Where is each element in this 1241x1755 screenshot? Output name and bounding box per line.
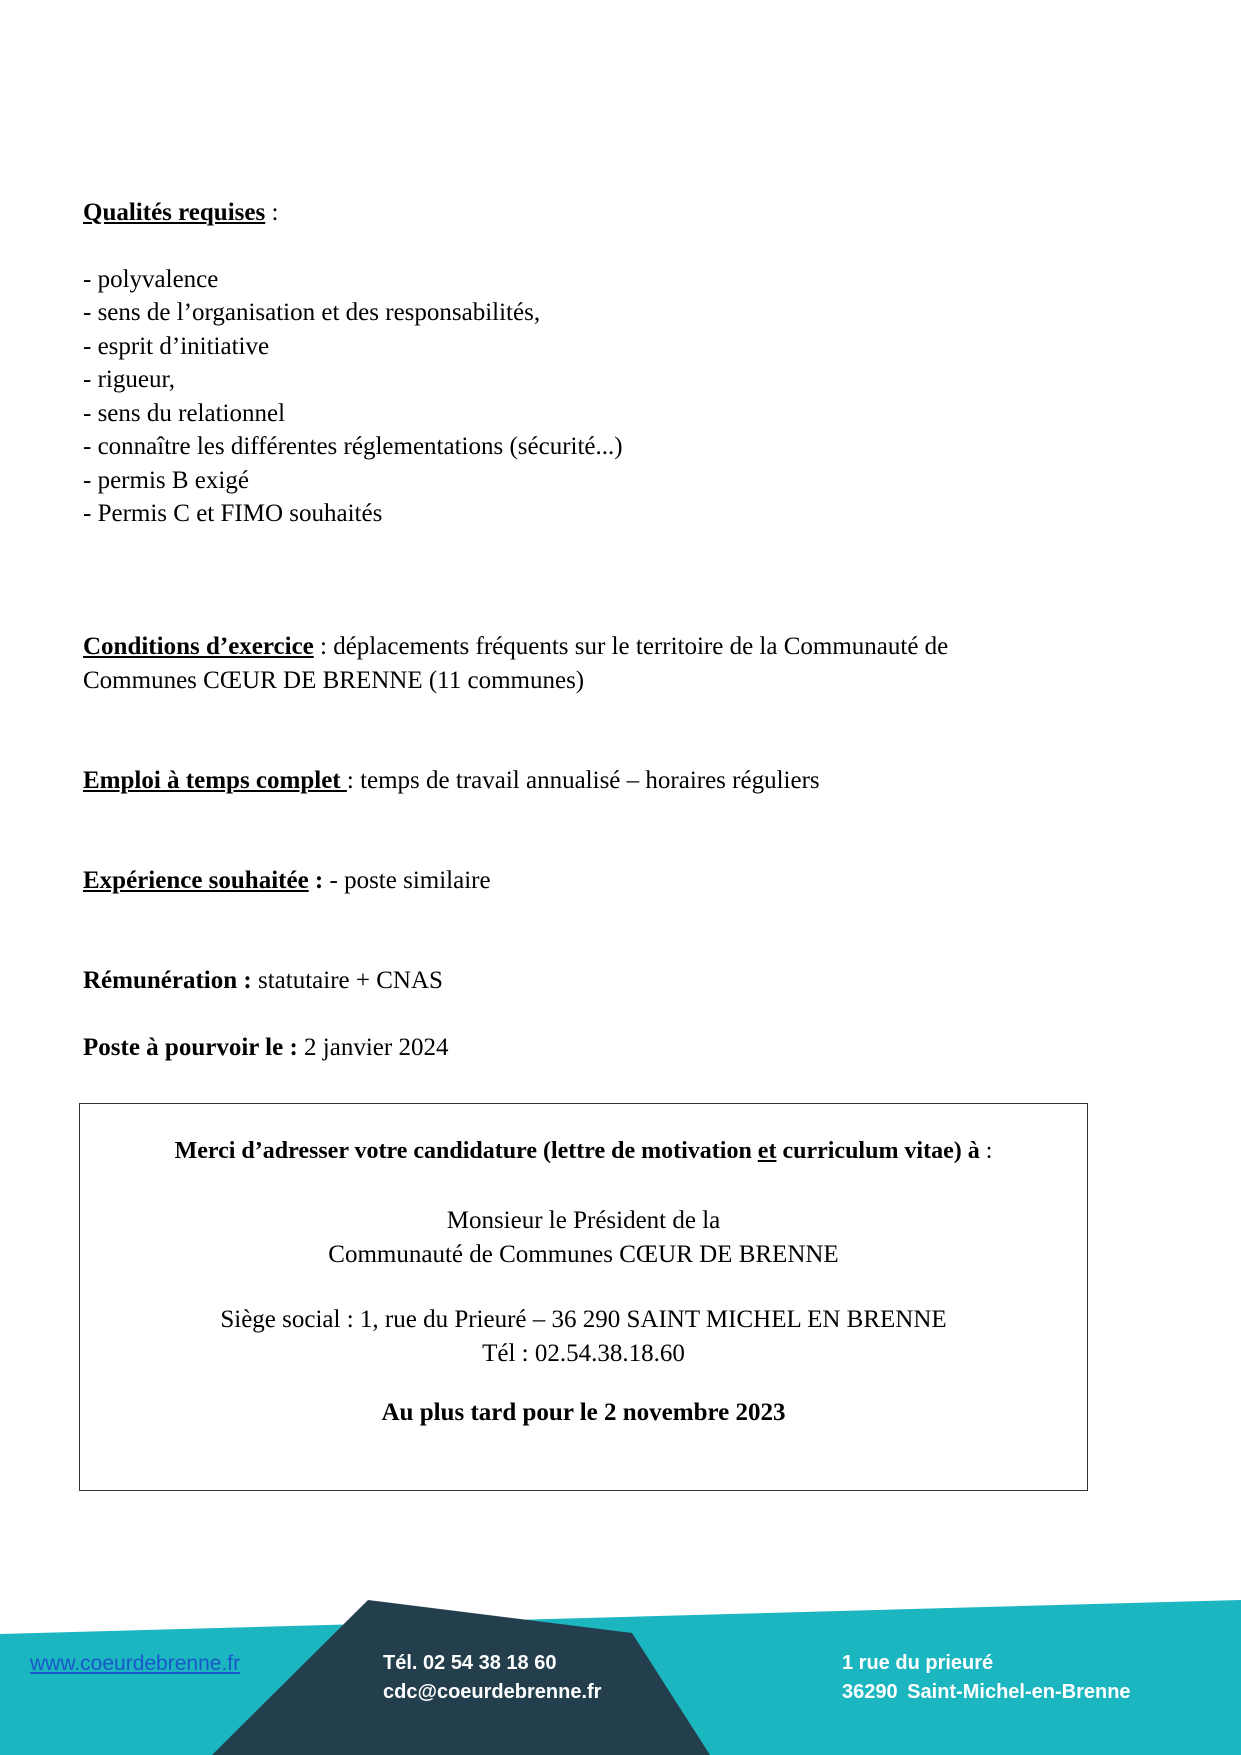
intro-et: et: [757, 1138, 777, 1164]
list-item: - sens de l’organisation et des responsabilités,: [83, 299, 541, 326]
candidature-box: [79, 1103, 1088, 1491]
qualites-section: [83, 196, 623, 531]
deadline: Au plus tard pour le 2 novembre 2023: [381, 1399, 786, 1426]
list-item: - polyvalence: [83, 265, 219, 293]
emploi-text: : temps de travail annualisé – horaires réguliers: [346, 767, 820, 794]
candidature-intro: [80, 1138, 1087, 1165]
poste-section: [83, 1031, 448, 1065]
footer-website-link[interactable]: www.coeurdebrenne.fr: [30, 1652, 241, 1675]
conditions-section: [83, 630, 948, 697]
recipient-line-1: Monsieur le Président de la: [446, 1207, 721, 1234]
conditions-heading: Conditions d’exercice: [83, 633, 314, 660]
conditions-line-1: [83, 630, 948, 664]
list-item: - rigueur,: [83, 366, 176, 393]
experience-heading: Expérience souhaitée: [83, 867, 309, 894]
footer-email: cdc@coeurdebrenne.fr: [383, 1681, 602, 1703]
intro-part-b: curriculum vitae) à: [776, 1138, 980, 1164]
remuneration-section: [83, 964, 443, 998]
conditions-text-1: : déplacements fréquents sur le territoire de la Communauté de: [313, 633, 949, 660]
qualites-heading-line: [83, 196, 623, 230]
footer-address-2: 36290 Saint-Michel-en-Brenne: [842, 1681, 1131, 1703]
list-item: - sens du relationnel: [83, 399, 286, 427]
list-item: - connaître les différentes réglementations (sécurité...): [83, 433, 623, 460]
recipient-line-2: Communauté de Communes CŒUR DE BRENNE: [328, 1240, 839, 1268]
qualites-list: [83, 263, 623, 531]
experience-sep: :: [308, 867, 324, 894]
poste-heading: Poste à pourvoir le :: [83, 1034, 298, 1061]
footer-graphic: [0, 1600, 1241, 1755]
list-item: - Permis C et FIMO souhaités: [83, 500, 383, 527]
emploi-heading: Emploi à temps complet: [83, 767, 347, 794]
experience-section: [83, 864, 491, 898]
footer-address-1: 1 rue du prieuré: [842, 1652, 994, 1674]
footer-band: [0, 1600, 1241, 1755]
qualites-heading: Qualités requises: [83, 199, 266, 226]
intro-sep: :: [979, 1138, 993, 1164]
conditions-text-2: Communes CŒUR DE BRENNE (11 communes): [83, 666, 585, 694]
qualites-sep: :: [265, 199, 279, 226]
emploi-section: [83, 764, 820, 798]
recipient-address: [80, 1204, 1087, 1271]
siege-block: [80, 1303, 1087, 1370]
siege-tel: Tél : 02.54.38.18.60: [482, 1339, 685, 1367]
remuneration-heading: Rémunération :: [83, 967, 252, 994]
experience-text: - poste similaire: [323, 867, 491, 894]
siege-address: Siège social : 1, rue du Prieuré – 36 290 SAINT MICHEL EN BRENNE: [220, 1306, 947, 1333]
footer-tel: Tél. 02 54 38 18 60: [383, 1652, 557, 1674]
list-item: - esprit d’initiative: [83, 332, 270, 360]
remuneration-text: statutaire + CNAS: [251, 967, 443, 994]
intro-part-a: Merci d’adresser votre candidature (lettre de motivation: [174, 1138, 758, 1164]
list-item: - permis B exigé: [83, 466, 249, 494]
poste-text: 2 janvier 2024: [297, 1034, 449, 1061]
